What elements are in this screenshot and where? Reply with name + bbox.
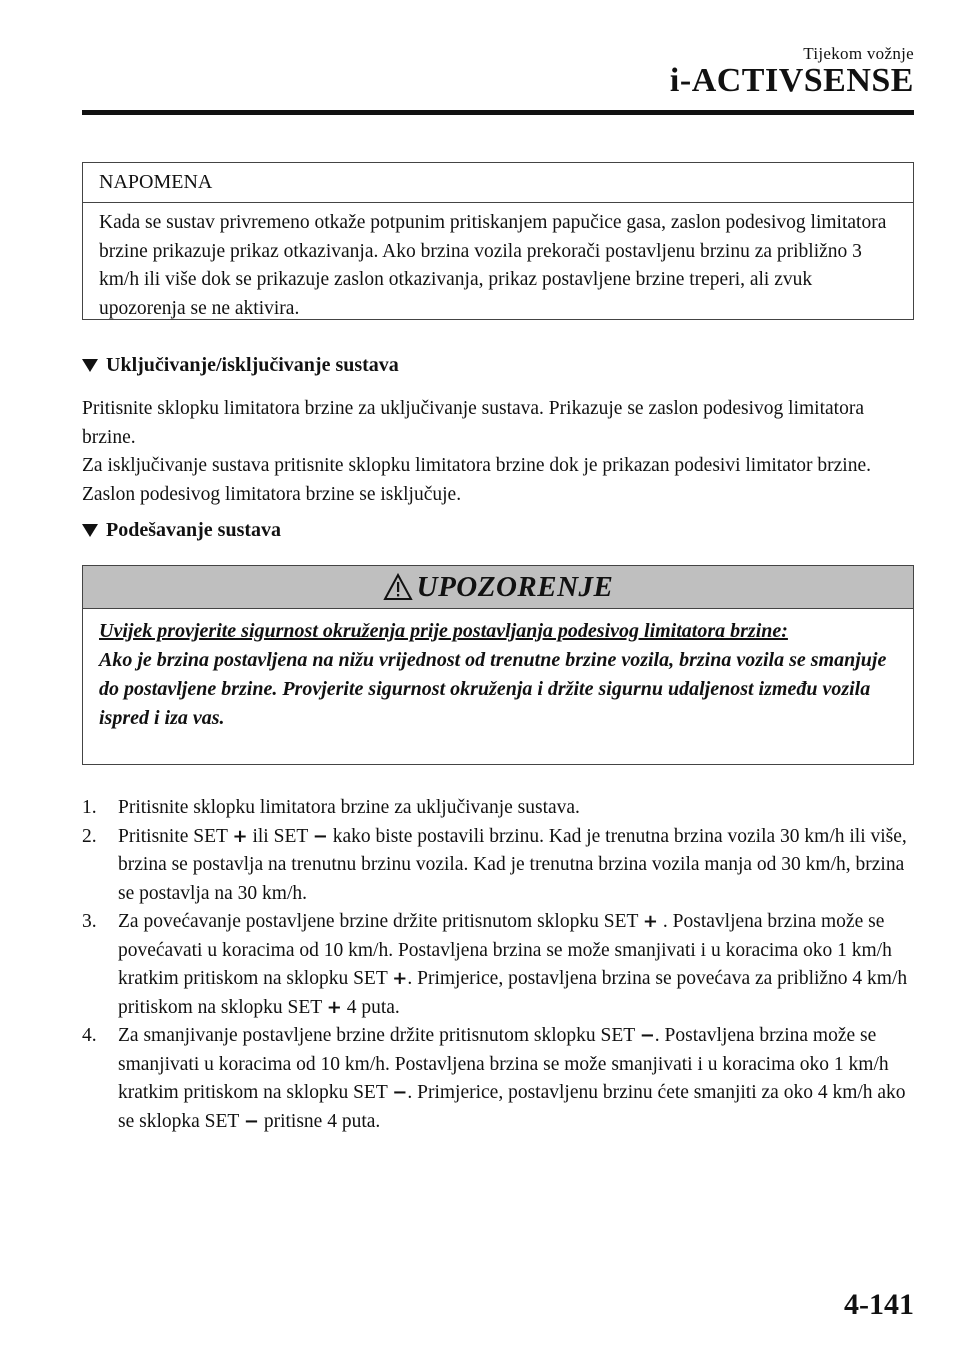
plus-icon: + bbox=[232, 825, 248, 847]
section-heading-onoff bbox=[82, 354, 399, 377]
step-2 bbox=[82, 823, 914, 909]
warning-line-2: Ako je brzina postavljena na nižu vrijednost od trenutne brzine vozila, brzina vozila se smanjuje do postavljene brzine. Provjerite sigurnost okruženja i držite sigurnu udaljenost između vozila ispred i iza vas. bbox=[99, 649, 887, 729]
step-text-part: pritisne 4 puta. bbox=[258, 1110, 381, 1132]
step-3 bbox=[82, 908, 914, 1022]
step-text-part: . Primjerice, postavljenu brzinu ćete smanjiti za oko 4 km/h ako se sklopka SET bbox=[118, 1082, 906, 1132]
header-rule bbox=[82, 110, 914, 115]
step-text bbox=[118, 823, 914, 909]
steps-list bbox=[82, 794, 914, 1136]
minus-icon: − bbox=[639, 1025, 655, 1046]
step-text-part: Pritisnite SET bbox=[118, 825, 233, 847]
minus-icon: − bbox=[312, 825, 328, 847]
paragraph-switch-off: Za isključivanje sustava pritisnite sklopku limitatora brzine dok je prikazan podesivi limitator brzine. Zaslon podesivog limitatora brzine se isključuje. bbox=[82, 455, 872, 505]
minus-icon: − bbox=[392, 1082, 408, 1103]
step-4 bbox=[82, 1022, 914, 1136]
step-number: 4. bbox=[82, 1025, 97, 1046]
section-heading-setting-text: Podešavanje sustava bbox=[106, 519, 282, 541]
warning-line-1: Uvijek provjerite sigurnost okruženja prije postavljanja podesivog limitatora brzine: bbox=[99, 620, 788, 642]
triangle-bullet-icon bbox=[82, 524, 98, 537]
step-text bbox=[118, 794, 914, 823]
note-box bbox=[82, 162, 914, 320]
triangle-bullet-icon bbox=[82, 359, 98, 372]
warning-triangle-icon bbox=[383, 573, 413, 601]
step-number: 2. bbox=[82, 825, 97, 847]
step-text-part: . Primjerice, postavljena brzina se povećava za približno 4 km/h pritiskom na sklopku SET bbox=[118, 968, 908, 1018]
warning-box bbox=[82, 565, 914, 765]
warning-title: UPOZORENJE bbox=[416, 570, 614, 603]
paragraph-switch-on: Pritisnite sklopku limitatora brzine za uključivanje sustava. Prikazuje se zaslon podesivog limitatora brzine. bbox=[82, 398, 864, 448]
step-text-part: kako biste postavili brzinu. Kad je trenutna brzina vozila 30 km/h ili više, brzina se postavlja na trenutnu brzinu vozila. Kad je trenutna brzina vozila manja od 30 km/h, brzina se postavlja na 30 km/h. bbox=[118, 825, 907, 904]
step-1 bbox=[82, 794, 914, 823]
plus-icon: + bbox=[326, 996, 342, 1018]
running-header-chapter: i-ACTIVSENSE bbox=[669, 62, 914, 99]
step-text-part: ili SET bbox=[247, 825, 313, 847]
page-number: 4-141 bbox=[844, 1288, 914, 1321]
note-title: NAPOMENA bbox=[83, 163, 913, 203]
note-text: Kada se sustav privremeno otkaže potpunim pritiskanjem papučice gasa, zaslon podesivog limitatora brzine prikazuje prikaz otkazivanja. Ako brzina vozila prekorači postavljenu brzinu za približno 3 km/h ili više dok se prikazuje zaslon otkazivanja, prikaz postavljene brzine treperi, ali zvuk upozorenja se ne aktivira. bbox=[99, 212, 887, 319]
step-text bbox=[118, 908, 914, 1022]
step-number: 1. bbox=[82, 797, 97, 818]
section-heading-setting bbox=[82, 519, 281, 542]
plus-icon: + bbox=[392, 968, 408, 989]
step-text-part: 4 puta. bbox=[341, 996, 400, 1018]
step-text-part: Pritisnite sklopku limitatora brzine za uključivanje sustava. bbox=[118, 797, 580, 818]
step-text-part: Za povećavanje postavljene brzine držite pritisnutom sklopku SET bbox=[118, 911, 643, 932]
step-text bbox=[118, 1022, 914, 1136]
warning-body bbox=[83, 609, 913, 733]
step-text-part: Za smanjivanje postavljene brzine držite pritisnutom sklopku SET bbox=[118, 1025, 640, 1046]
warning-header bbox=[83, 566, 913, 609]
minus-icon: − bbox=[243, 1110, 259, 1132]
step-text-part: . Postavljena brzina može se povećavati u koracima od 10 km/h. Postavljena brzina se može smanjivati i u koracima oko 1 km/h kratkim pritiskom na sklopku SET bbox=[118, 911, 892, 989]
step-text-part: . Postavljena brzina može se smanjivati u koracima od 10 km/h. Postavljena brzina se može smanjivati i u koracima oko 1 km/h kratkim pritiskom na sklopku SET bbox=[118, 1025, 889, 1103]
section-heading-onoff-text: Uključivanje/isključivanje sustava bbox=[106, 354, 399, 376]
plus-icon: + bbox=[642, 911, 659, 932]
running-header-section: Tijekom vožnje bbox=[803, 44, 914, 63]
step-number: 3. bbox=[82, 911, 97, 932]
